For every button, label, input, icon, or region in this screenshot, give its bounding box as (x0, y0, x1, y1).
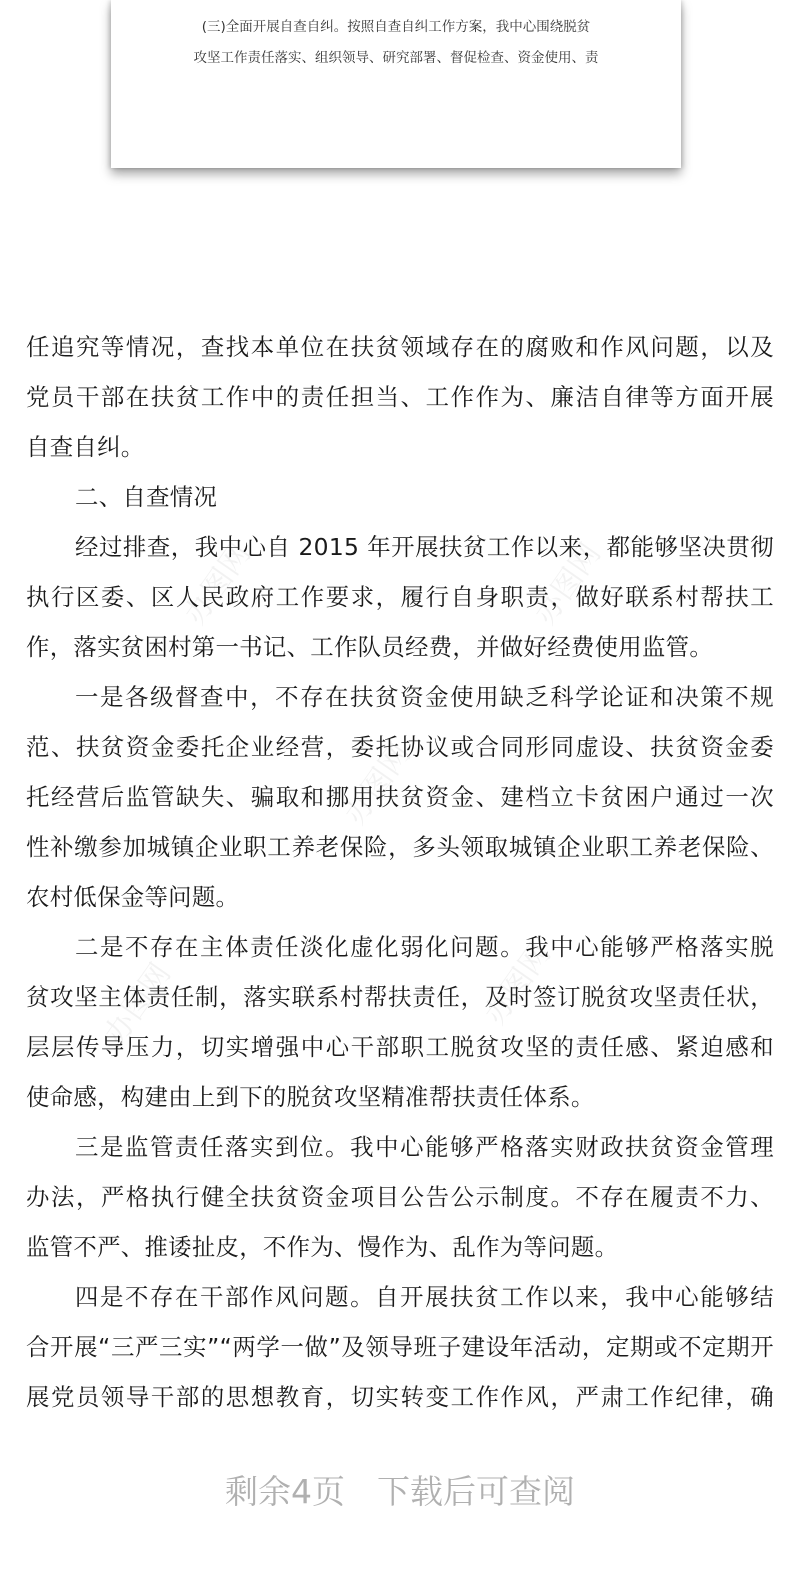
watermark: 办图网 (477, 937, 559, 1031)
body-line: 合开展“三严三实”“两学一做”及领导班子建设年活动，定期或不定期开 (26, 1333, 774, 1361)
page-preview-card (111, 0, 681, 168)
body-line: 使命感，构建由上到下的脱贫攻坚精准帮扶责任体系。 (26, 1083, 595, 1111)
body-line: 展党员领导干部的思想教育，切实转变工作作风，严肃工作纪律，确 (26, 1383, 774, 1411)
body-line: 任追究等情况，查找本单位在扶贫领域存在的腐败和作风问题，以及 (26, 333, 774, 361)
remaining-pages-notice[interactable] (0, 1466, 800, 1513)
body-line: 贫攻坚主体责任制，落实联系村帮扶责任，及时签订脱贫攻坚责任状， (26, 983, 774, 1011)
watermark: 办图网 (337, 737, 419, 831)
body-line: 一是各级督查中，不存在扶贫资金使用缺乏科学论证和决策不规 (75, 683, 774, 711)
body-line: 办法，严格执行健全扶贫资金项目公告公示制度。不存在履责不力、 (26, 1183, 774, 1211)
remaining-pages-count: 剩余4页 (225, 1472, 345, 1511)
cut-off-text-line (171, 0, 371, 3)
watermark: 办图网 (177, 537, 259, 631)
body-line: 农村低保金等问题。 (26, 883, 240, 911)
body-line: 执行区委、区人民政府工作要求，履行自身职责，做好联系村帮扶工 (26, 583, 774, 611)
watermark: 办图网 (527, 537, 609, 631)
body-line: 范、扶贫资金委托企业经营，委托协议或合同形同虚设、扶贫资金委 (26, 733, 774, 761)
body-line: 层层传导压力，切实增强中心干部职工脱贫攻坚的责任感、紧迫感和 (26, 1033, 774, 1061)
body-line: 四是不存在干部作风问题。自开展扶贫工作以来，我中心能够结 (75, 1283, 774, 1311)
body-line: 作，落实贫困村第一书记、工作队员经费，并做好经费使用监管。 (26, 633, 714, 661)
body-line: 自查自纠。 (26, 433, 145, 461)
watermark: 办图网 (97, 957, 179, 1051)
preview-line: 攻坚工作责任落实、组织领导、研究部署、督促检查、资金使用、责 (193, 50, 599, 66)
download-to-view-hint: 下载后可查阅 (377, 1472, 575, 1511)
body-line: 经过排查，我中心自 2015 年开展扶贫工作以来，都能够坚决贯彻 (75, 533, 774, 561)
body-line: 党员干部在扶贫工作中的责任担当、工作作为、廉洁自律等方面开展 (26, 383, 774, 411)
preview-line: (三)全面开展自查自纠。按照自查自纠工作方案，我中心围绕脱贫 (201, 19, 591, 35)
body-line: 三是监管责任落实到位。我中心能够严格落实财政扶贫资金管理 (75, 1133, 774, 1161)
section-heading: 二、自查情况 (75, 483, 218, 511)
document-body (26, 322, 774, 1422)
body-line: 监管不严、推诿扯皮，不作为、慢作为、乱作为等问题。 (26, 1233, 619, 1261)
body-line: 二是不存在主体责任淡化虚化弱化问题。我中心能够严格落实脱 (75, 933, 774, 961)
body-line: 性补缴参加城镇企业职工养老保险，多头领取城镇企业职工养老保险、 (26, 833, 774, 861)
body-line: 托经营后监管缺失、骗取和挪用扶贫资金、建档立卡贫困户通过一次 (26, 783, 774, 811)
